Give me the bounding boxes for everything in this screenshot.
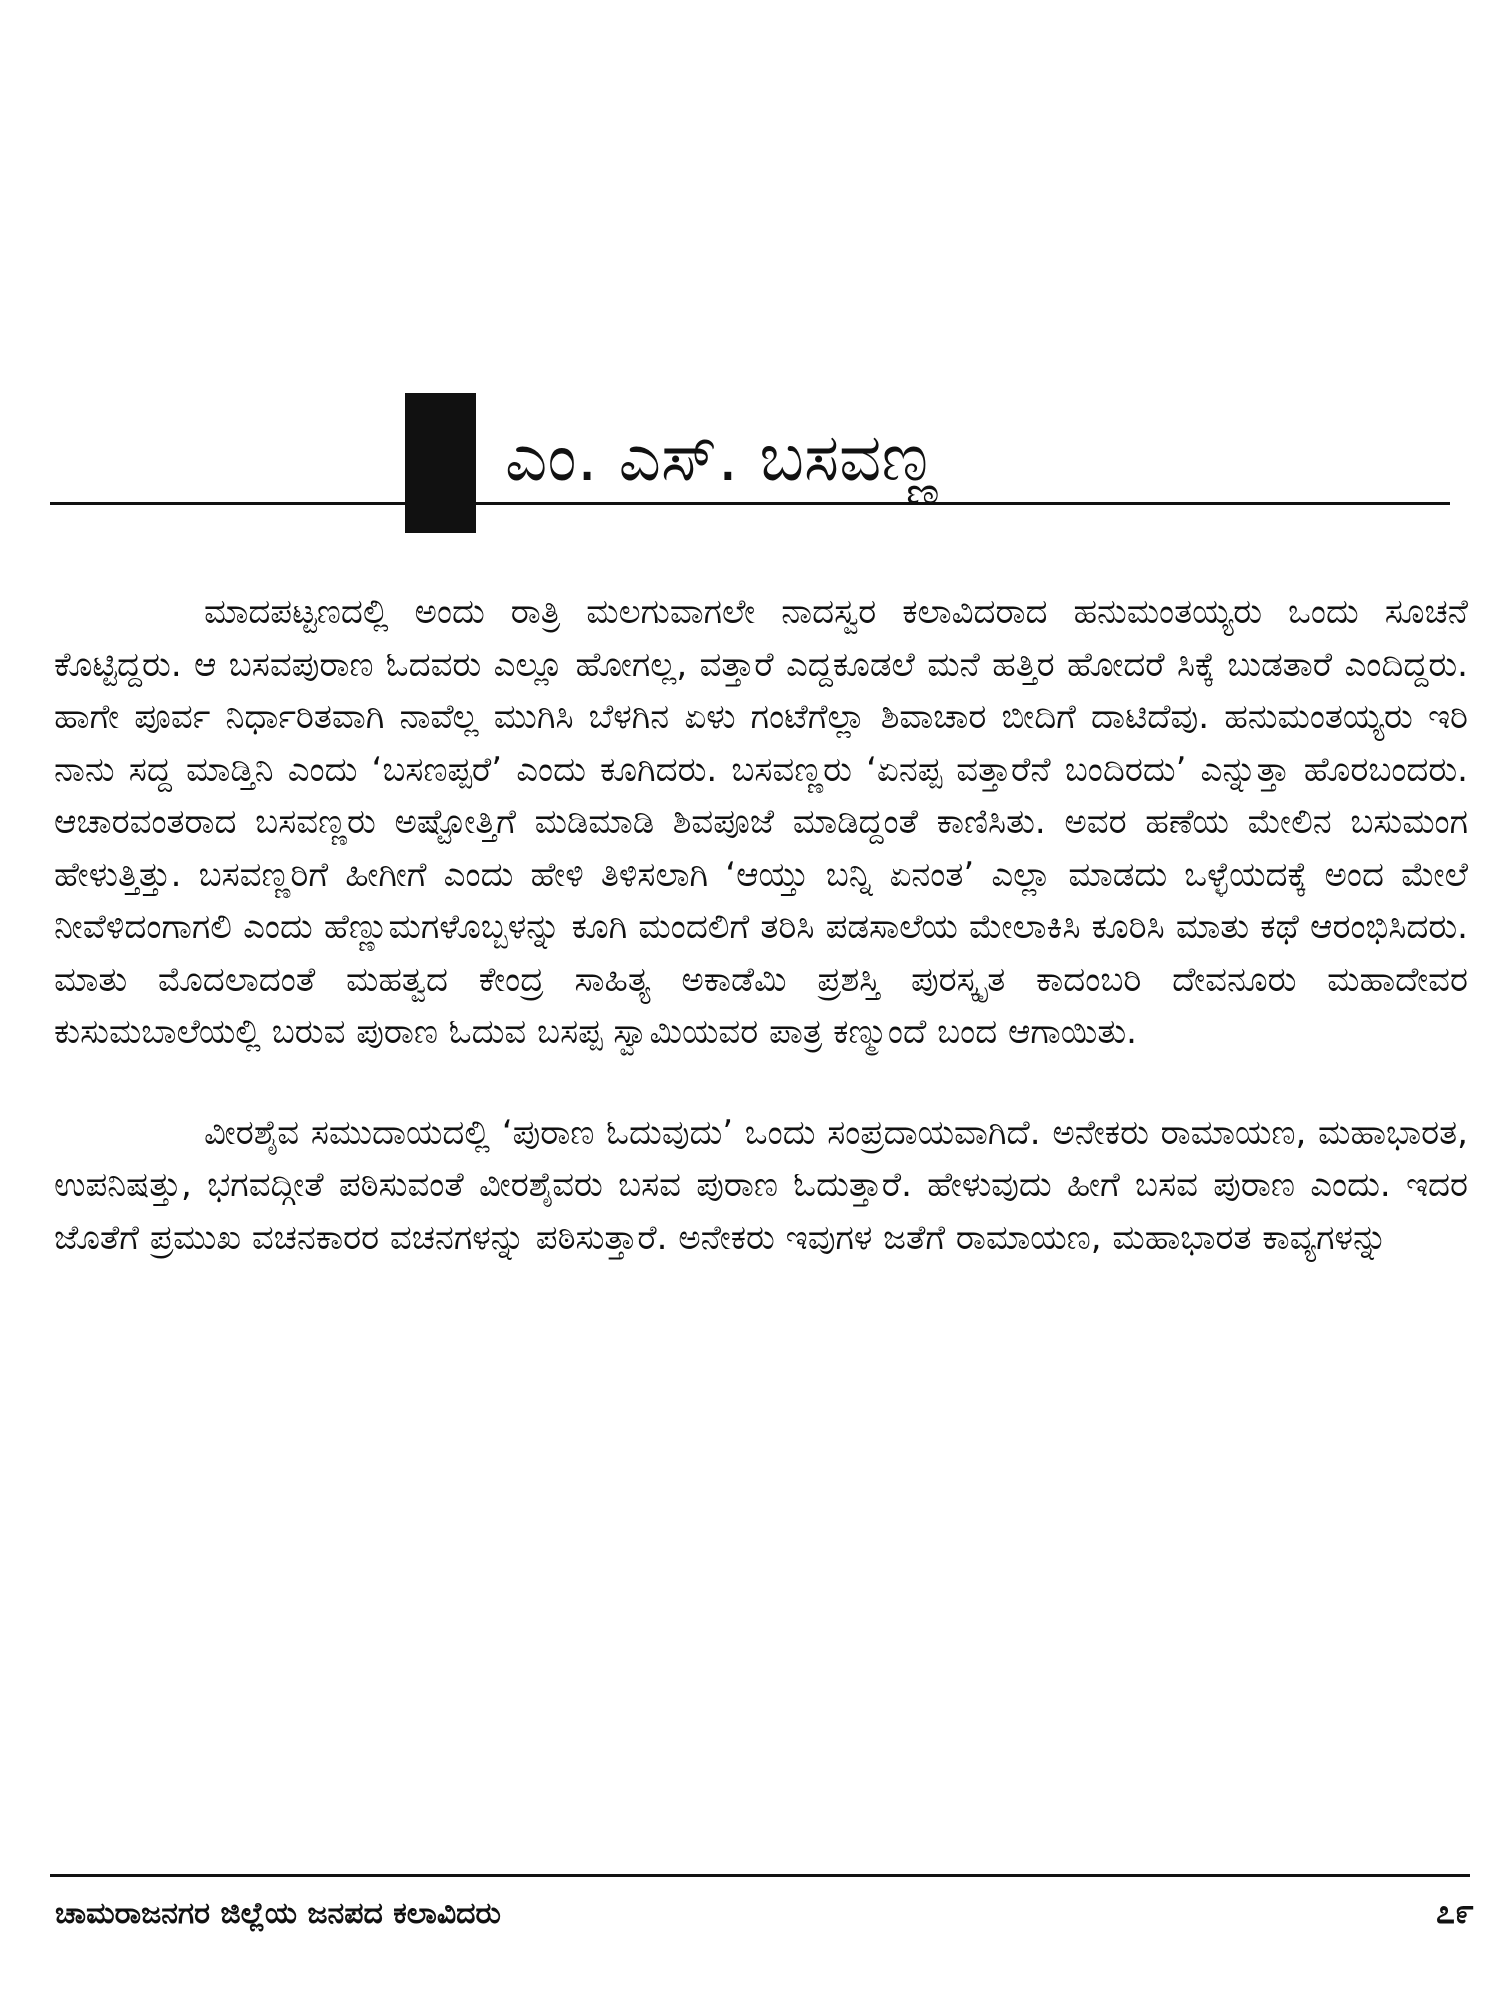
article-body <box>54 586 1468 1264</box>
title-marker-block <box>405 393 476 533</box>
footer-rule <box>50 1874 1470 1877</box>
page-number: ೭೯ <box>1435 1892 1474 1932</box>
paragraph-2: ವೀರಶೈವ ಸಮುದಾಯದಲ್ಲಿ ‘ಪುರಾಣ ಓದುವುದು’ ಒಂದು ಸಂಪ್ರದಾಯವಾಗಿದೆ. ಅನೇಕರು ರಾಮಾಯಣ, ಮಹಾಭಾರತ, ಉಪನಿಷತ್ತು, ಭಗವದ್ಗೀತೆ ಪಠಿಸುವಂತೆ ವೀರಶೈವರು ಬಸವ ಪುರಾಣ ಓದುತ್ತಾರೆ. ಹೇಳುವುದು ಹೀಗೆ ಬಸವ ಪುರಾಣ ಎಂದು. ಇದರ ಜೊತೆಗೆ ಪ್ರಮುಖ ವಚನಕಾರರ ವಚನಗಳನ್ನು ಪಠಿಸುತ್ತಾರೆ. ಅನೇಕರು ಇವುಗಳ ಜತೆಗೆ ರಾಮಾಯಣ, ಮಹಾಭಾರತ ಕಾವ್ಯಗಳನ್ನು <box>54 1112 1468 1258</box>
title-underline-rule <box>50 502 1450 505</box>
paragraph-1: ಮಾದಪಟ್ಟಣದಲ್ಲಿ ಅಂದು ರಾತ್ರಿ ಮಲಗುವಾಗಲೇ ನಾದಸ್ವರ ಕಲಾವಿದರಾದ ಹನುಮಂತಯ್ಯರು ಒಂದು ಸೂಚನೆ ಕೊಟ್ಟಿದ್ದರು. ಆ ಬಸವಪುರಾಣ ಓದವರು ಎಲ್ಲೂ ಹೋಗಲ್ಲ, ವತ್ತಾರೆ ಎದ್ದಕೂಡಲೆ ಮನೆ ಹತ್ತಿರ ಹೋದರೆ ಸಿಕ್ಕೆ ಬುಡತಾರೆ ಎಂದಿದ್ದರು. ಹಾಗೇ ಪೂರ್ವ ನಿರ್ಧಾರಿತವಾಗಿ ನಾವೆಲ್ಲ ಮುಗಿಸಿ ಬೆಳಗಿನ ಏಳು ಗಂಟೆಗೆಲ್ಲಾ ಶಿವಾಚಾರ ಬೀದಿಗೆ ದಾಟಿದೆವು. ಹನುಮಂತಯ್ಯರು ಇರಿ ನಾನು ಸದ್ದ ಮಾಡ್ತಿನಿ ಎಂದು ‘ಬಸಣಪ್ಪರೆ’ ಎಂದು ಕೂಗಿದರು. ಬಸವಣ್ಣರು ‘ಏನಪ್ಪ ವತ್ತಾರೆನೆ ಬಂದಿರದು’ ಎನ್ನುತ್ತಾ ಹೊರಬಂದರು. ಆಚಾರವಂತರಾದ ಬಸವಣ್ಣರು ಅಷ್ಟೋತ್ತಿಗೆ ಮಡಿಮಾಡಿ ಶಿವಪೂಜೆ ಮಾಡಿದ್ದಂತೆ ಕಾಣಿಸಿತು. ಅವರ ಹಣೆಯ ಮೇಲಿನ ಬಸುಮಂಗ ಹೇಳುತ್ತಿತ್ತು. ಬಸವಣ್ಣರಿಗೆ ಹೀಗೀಗೆ ಎಂದು ಹೇಳಿ ತಿಳಿಸಲಾಗಿ ‘ಆಯ್ತು ಬನ್ನಿ ಏನಂತ’ ಎಲ್ಲಾ ಮಾಡದು ಒಳ್ಳೆಯದಕ್ಕೆ ಅಂದ ಮೇಲೆ ನೀವೆಳಿದಂಗಾಗಲಿ ಎಂದು ಹೆಣ್ಣುಮಗಳೊಬ್ಬಳನ್ನು ಕೂಗಿ ಮಂದಲಿಗೆ ತರಿಸಿ ಪಡಸಾಲೆಯ ಮೇಲಾಕಿಸಿ ಕೂರಿಸಿ ಮಾತು ಕಥೆ ಆರಂಭಿಸಿದರು. ಮಾತು ಮೊದಲಾದಂತೆ ಮಹತ್ವದ ಕೇಂದ್ರ ಸಾಹಿತ್ಯ ಅಕಾಡೆಮಿ ಪ್ರಶಸ್ತಿ ಪುರಸ್ಕೃತ ಕಾದಂಬರಿ ದೇವನೂರು ಮಹಾದೇವರ ಕುಸುಮಬಾಲೆಯಲ್ಲಿ ಬರುವ ಪುರಾಣ ಓದುವ ಬಸಪ್ಪ ಸ್ವಾಮಿಯವರ ಪಾತ್ರ ಕಣ್ಮುಂದೆ ಬಂದ ಆಗಾಯಿತು. <box>54 592 1468 1052</box>
page-title: ಎಂ. ಎಸ್. ಬಸವಣ್ಣ <box>505 419 938 496</box>
running-footer-title: ಚಾಮರಾಜನಗರ ಜಿಲ್ಲೆಯ ಜನಪದ ಕಲಾವಿದರು <box>55 1896 501 1931</box>
